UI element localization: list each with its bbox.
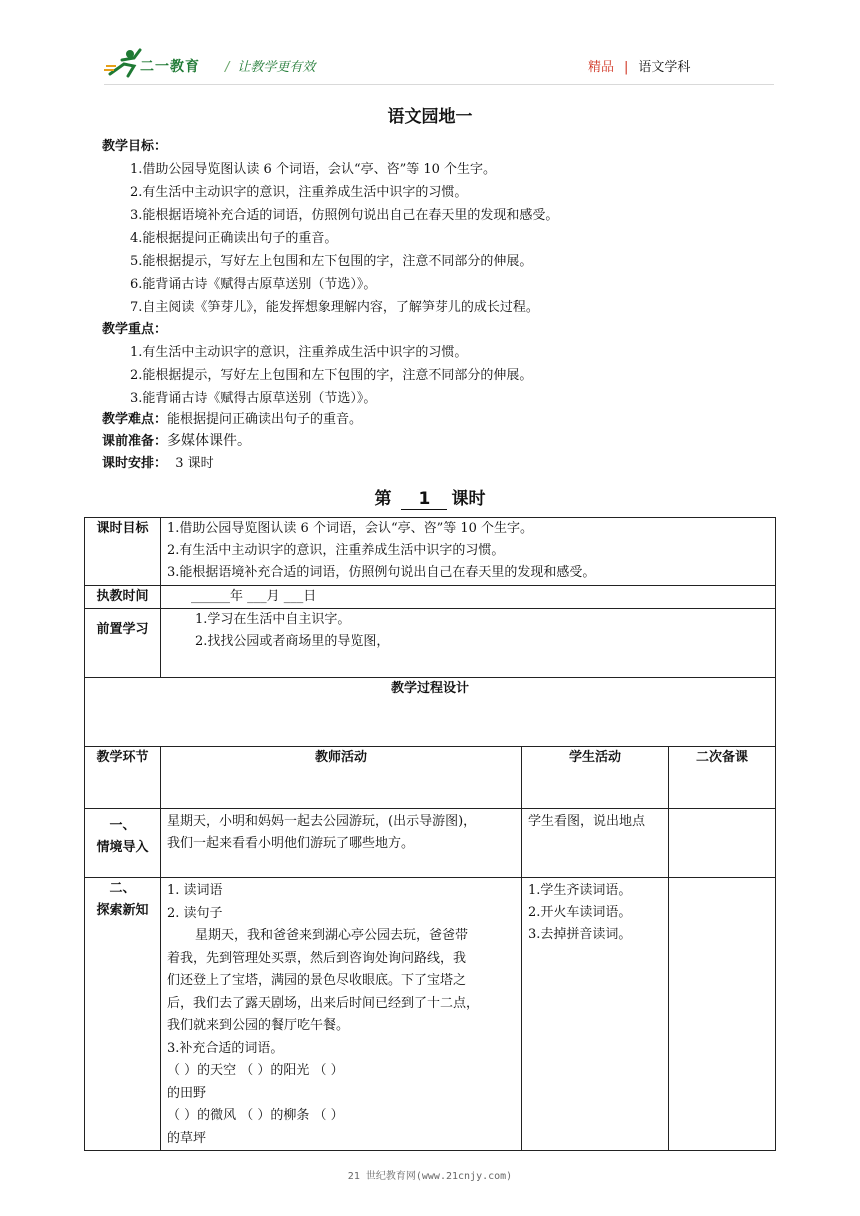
teacher-cell: 1. 读词语 2. 读句子 星期天，我和爸爸来到湖心亭公园去玩，爸爸带 着我，先到管理处买票，然后到咨询处询问路线，我 们还登上了宝塔，满园的景色尽收眼底。下了宝塔之 后，我们去了露天剧场，出来后时间已经到了十二点， 我们就来到公园的餐厅吃午餐。 3.补充合适的词语。 （ ）的天空 （ ）的阳光 （ ） 的田野 （ ）的微风 （ ）的柳条 （ ） 的草坪 xyxy=(161,878,522,1151)
time-label: 执教时间 xyxy=(85,586,161,609)
table-row xyxy=(85,678,776,747)
goal-item: 7.自主阅读《笋芽儿》，能发挥想象理解内容，了解笋芽儿的成长过程。 xyxy=(130,300,539,315)
table-row xyxy=(85,586,776,609)
stage-cell: 一、 情境导入 xyxy=(85,809,161,878)
keypoints-label: 教学重点： xyxy=(102,322,168,337)
table-row xyxy=(85,518,776,586)
header-divider xyxy=(104,84,774,85)
notes-cell xyxy=(669,878,776,1151)
subject-label: 语文学科 xyxy=(638,60,691,75)
pre-label: 前置学习 xyxy=(85,609,161,678)
col-stage: 教学环节 xyxy=(85,747,161,809)
lesson-goals: 1.借助公园导览图认读 6 个词语，会认“亭、咨”等 10 个生字。 2.有生活中主动识字的意识，注重养成生活中识字的习惯。 3.能根据语境补充合适的词语，仿照例句说出自己在春天里的发现和感受。 xyxy=(161,518,776,586)
lesson-number: 1 xyxy=(401,489,447,510)
lesson-heading: 第 1 课时 xyxy=(374,489,486,509)
notes-cell xyxy=(669,809,776,878)
goal-item: 5.能根据提示，写好左上包围和左下包围的字，注意不同部分的伸展。 xyxy=(130,254,533,269)
slogan: / 让教学更有效 xyxy=(225,60,316,75)
goal-item: 3.能根据语境补充合适的词语，仿照例句说出自己在春天里的发现和感受。 xyxy=(130,208,559,223)
difficulty: 教学难点：能根据提问正确读出句子的重音。 xyxy=(102,412,363,427)
goal-item: 1.借助公园导览图认读 6 个词语，会认“亭、咨”等 10 个生字。 xyxy=(130,162,497,177)
lesson-table xyxy=(84,517,776,1151)
col-student: 学生活动 xyxy=(522,747,669,809)
col-notes: 二次备课 xyxy=(669,747,776,809)
table-row xyxy=(85,609,776,678)
student-cell: 学生看图，说出地点 xyxy=(522,809,669,878)
student-cell: 1.学生齐读词语。 2.开火车读词语。 3.去掉拼音读词。 xyxy=(522,878,669,1151)
header-right: 精品 | 语文学科 xyxy=(588,60,691,75)
slogan-text: 让教学更有效 xyxy=(237,60,316,75)
page-header xyxy=(0,0,860,90)
footer: 21 世纪教育网(www.21cnjy.com) xyxy=(347,1171,513,1182)
goal-item: 6.能背诵古诗《赋得古原草送别（节选）》。 xyxy=(130,277,377,292)
goal-item: 4.能根据提问正确读出句子的重音。 xyxy=(130,231,338,246)
teacher-cell: 星期天，小明和妈妈一起去公园游玩，(出示导游图)， 我们一起来看看小明他们游玩了哪些地方。 xyxy=(161,809,522,878)
design-title: 教学过程设计 xyxy=(85,678,776,747)
goals-label: 教学目标： xyxy=(102,139,168,154)
goal-label: 课时目标 xyxy=(85,518,161,586)
preparation: 课前准备：多媒体课件。 xyxy=(102,433,252,449)
page-title: 语文园地一 xyxy=(387,107,473,127)
table-row xyxy=(85,878,776,1151)
stage-cell: 二、 探索新知 xyxy=(85,878,161,1151)
keypoint-item: 1.有生活中主动识字的意识，注重养成生活中识字的习惯。 xyxy=(130,345,468,360)
logo-text: 二一教育 xyxy=(140,59,200,75)
hours: 课时安排： 3 课时 xyxy=(102,456,214,471)
keypoint-item: 2.能根据提示，写好左上包围和左下包围的字，注意不同部分的伸展。 xyxy=(130,368,533,383)
time-value: ______年 ___月 ___日 xyxy=(161,586,776,609)
goal-item: 2.有生活中主动识字的意识，注重养成生活中识字的习惯。 xyxy=(130,185,468,200)
keypoint-item: 3.能背诵古诗《赋得古原草送别（节选）》。 xyxy=(130,391,377,406)
col-teacher: 教师活动 xyxy=(161,747,522,809)
table-row xyxy=(85,809,776,878)
pre-learning: 1.学习在生活中自主识字。 2.找找公园或者商场里的导览图， xyxy=(161,609,776,678)
quality-label: 精品 xyxy=(588,60,615,75)
table-header-row xyxy=(85,747,776,809)
